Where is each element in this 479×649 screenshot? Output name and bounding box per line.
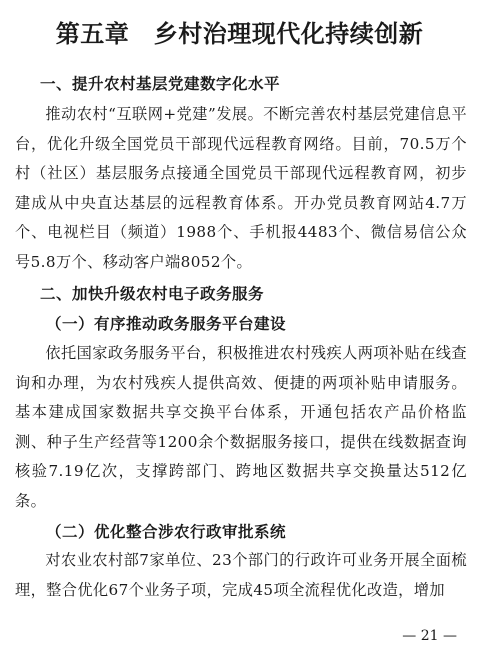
subsection-2-paragraph: 对农业农村部7家单位、23个部门的行政许可业务开展全面梳理，整合优化67个业务子项，完成45项全流程优化改造，增加 [15, 551, 467, 599]
subsection-1-heading: （一）有序推动政务服务平台建设 [46, 315, 287, 333]
page-number: — 21 — [402, 628, 457, 644]
subsection-2-heading: （二）优化整合涉农行政审批系统 [46, 523, 287, 541]
section-2-heading: 二、加快升级农村电子政务服务 [40, 285, 265, 303]
section-1-paragraph: 推动农村“互联网+党建”发展。不断完善农村基层党建信息平台，优化升级全国党员干部现代远程教育网络。目前，70.5万个村（社区）基层服务点接通全国党员干部现代远程教育网，初步建成从中央直达基层的远程教育体系。开办党员教育网站4.7万个、电视栏目（频道）1988个、手机报4483个、微信易信公众号5.8万个、移动客户端8052个。 [15, 105, 467, 271]
subsection-1-paragraph: 依托国家政务服务平台，积极推进农村残疾人两项补贴在线查询和办理，为农村残疾人提供高效、便捷的两项补贴申请服务。基本建成国家数据共享交换平台体系，开通包括农产品价格监测、种子生产经营等1200余个数据服务接口，提供在线数据查询核验7.19亿次，支撑跨部门、跨地区数据共享交换量达512亿条。 [15, 344, 467, 510]
section-1-heading: 一、提升农村基层党建数字化水平 [40, 75, 281, 93]
chapter-title: 第五章 乡村治理现代化持续创新 [55, 19, 424, 48]
